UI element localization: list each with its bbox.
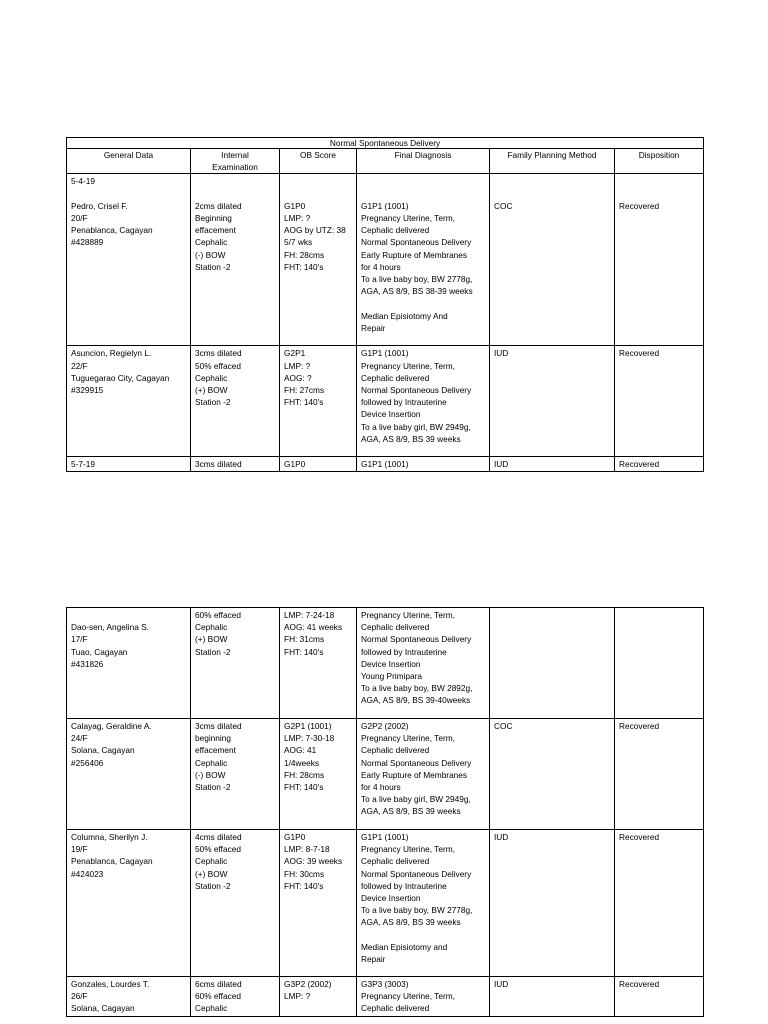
cell-final-diagnosis: G1P1 (1001) Pregnancy Uterine, Term, Cephalic delivered Normal Spontaneous Delivery followed by Intrauterine Device Insertion To a live baby girl, BW 2949g, AGA, AS 8/9, BS 39 weeks	[357, 346, 490, 457]
cell-family-planning-method: COC	[490, 174, 615, 346]
header-family-planning-method: Family Planning Method	[490, 149, 615, 174]
cell-final-diagnosis: G3P3 (3003) Pregnancy Uterine, Term, Cephalic delivered	[357, 977, 490, 1017]
cell-disposition: Recovered	[615, 830, 704, 977]
cell-internal-examination: 3cms dilated	[191, 457, 280, 471]
header-internal-examination: Internal Examination	[191, 149, 280, 174]
cell-internal-examination: 3cms dilated 50% effaced Cephalic (+) BOW Station -2	[191, 346, 280, 457]
cell-disposition: Recovered	[615, 457, 704, 471]
cell-disposition	[615, 608, 704, 719]
table-title: Normal Spontaneous Delivery	[67, 138, 704, 149]
table-row	[67, 977, 704, 1017]
delivery-table-page-2	[66, 607, 704, 1017]
cell-general-data: 5-4-19 Pedro, Crisel F. 20/F Penablanca, Cagayan #428889	[67, 174, 191, 346]
cell-internal-examination: 60% effaced Cephalic (+) BOW Station -2	[191, 608, 280, 719]
table-row	[67, 346, 704, 457]
cell-ob-score: G1P0	[280, 457, 357, 471]
cell-final-diagnosis: G1P1 (1001) Pregnancy Uterine, Term, Cephalic delivered Normal Spontaneous Delivery Early Rupture of Membranes for 4 hours To a live baby boy, BW 2778g, AGA, AS 8/9, BS 38-39 weeks Median Episiotomy And Repair	[357, 174, 490, 346]
cell-final-diagnosis: G1P1 (1001) Pregnancy Uterine, Term, Cephalic delivered Normal Spontaneous Delivery followed by Intrauterine Device Insertion To a live baby boy, BW 2778g, AGA, AS 8/9, BS 39 weeks Median Episiotomy and Repair	[357, 830, 490, 977]
cell-ob-score: G2P1 (1001) LMP: 7-30-18 AOG: 41 1/4weeks FH: 28cms FHT: 140's	[280, 719, 357, 830]
header-ob-score: OB Score	[280, 149, 357, 174]
cell-final-diagnosis: Pregnancy Uterine, Term, Cephalic delivered Normal Spontaneous Delivery followed by Intrauterine Device Insertion Young Primipara To a live baby boy, BW 2892g, AGA, AS 8/9, BS 39-40weeks	[357, 608, 490, 719]
cell-disposition: Recovered	[615, 719, 704, 830]
cell-ob-score: LMP: 7-24-18 AOG: 41 weeks FH: 31cms FHT: 140's	[280, 608, 357, 719]
cell-family-planning-method: IUD	[490, 830, 615, 977]
header-general-data: General Data	[67, 149, 191, 174]
cell-family-planning-method: COC	[490, 719, 615, 830]
cell-general-data: Gonzales, Lourdes T. 26/F Solana, Cagayan	[67, 977, 191, 1017]
table-row	[67, 719, 704, 830]
cell-general-data: Columna, Sherilyn J. 19/F Penablanca, Cagayan #424023	[67, 830, 191, 977]
cell-general-data: Calayag, Geraldine A. 24/F Solana, Cagayan #256406	[67, 719, 191, 830]
table-row	[67, 174, 704, 346]
cell-ob-score: G3P2 (2002) LMP: ?	[280, 977, 357, 1017]
header-final-diagnosis: Final Diagnosis	[357, 149, 490, 174]
cell-final-diagnosis: G2P2 (2002) Pregnancy Uterine, Term, Cephalic delivered Normal Spontaneous Delivery Early Rupture of Membranes for 4 hours To a live baby girl, BW 2949g, AGA, AS 8/9, BS 39 weeks	[357, 719, 490, 830]
cell-disposition: Recovered	[615, 174, 704, 346]
table-header-row	[67, 149, 704, 174]
table-title-row	[67, 138, 704, 149]
cell-general-data: Dao-sen, Angelina S. 17/F Tuao, Cagayan #431826	[67, 608, 191, 719]
cell-internal-examination: 4cms dilated 50% effaced Cephalic (+) BOW Station -2	[191, 830, 280, 977]
cell-disposition: Recovered	[615, 346, 704, 457]
delivery-table-page-1	[66, 137, 704, 472]
cell-general-data: 5-7-19	[67, 457, 191, 471]
cell-disposition: Recovered	[615, 977, 704, 1017]
cell-family-planning-method	[490, 608, 615, 719]
cell-internal-examination: 3cms dilated beginning effacement Cephalic (-) BOW Station -2	[191, 719, 280, 830]
table-row	[67, 457, 704, 471]
cell-family-planning-method: IUD	[490, 457, 615, 471]
table-row	[67, 608, 704, 719]
table-row	[67, 830, 704, 977]
cell-ob-score: G2P1 LMP: ? AOG: ? FH: 27cms FHT: 140's	[280, 346, 357, 457]
header-disposition: Disposition	[615, 149, 704, 174]
cell-final-diagnosis: G1P1 (1001)	[357, 457, 490, 471]
cell-general-data: Asuncion, Regielyn L. 22/F Tuguegarao City, Cagayan #329915	[67, 346, 191, 457]
cell-internal-examination: 6cms dilated 60% effaced Cephalic	[191, 977, 280, 1017]
cell-family-planning-method: IUD	[490, 977, 615, 1017]
cell-family-planning-method: IUD	[490, 346, 615, 457]
cell-internal-examination: 2cms dilated Beginning effacement Cephalic (-) BOW Station -2	[191, 174, 280, 346]
cell-ob-score: G1P0 LMP: 8-7-18 AOG: 39 weeks FH: 30cms FHT: 140's	[280, 830, 357, 977]
cell-ob-score: G1P0 LMP: ? AOG by UTZ: 38 5/7 wks FH: 28cms FHT: 140's	[280, 174, 357, 346]
